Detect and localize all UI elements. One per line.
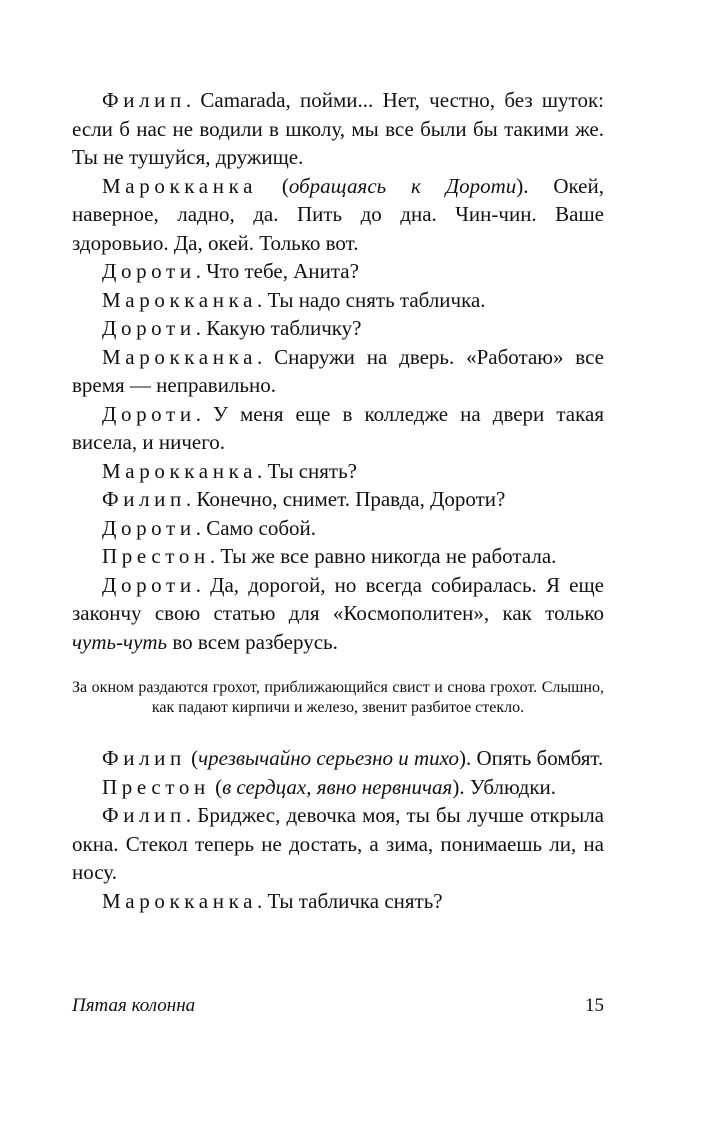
dialogue-line — [72, 314, 604, 343]
dialogue-block-2 — [72, 744, 604, 915]
paren-open: ( — [185, 746, 199, 770]
speaker-name: Дороти — [102, 572, 196, 597]
speaker-name: Дороти — [102, 515, 196, 540]
dialogue-block-1 — [72, 86, 604, 656]
speech-text: во всем разберусь. — [167, 629, 338, 654]
paren-open: ( — [257, 173, 289, 198]
speech-text: . Что тебе, Анита? — [195, 259, 359, 283]
speech-text: . Снаружи на дверь. «Работаю» все время — неправильно. — [72, 344, 604, 397]
speaker-name: Дороти — [102, 259, 196, 283]
speech-text: . Да, дорогой, но всегда собиралась. Я еще закончу свою статью для «Космополитен», как только — [72, 572, 604, 625]
speaker-name: Марокканка — [102, 888, 258, 913]
speech-text: . Ты надо снять табличка. — [257, 287, 486, 312]
speaker-name: Марокканка — [102, 287, 258, 312]
dialogue-line — [72, 571, 604, 657]
speech-text: ). Опять бомбят. — [458, 746, 604, 770]
speaker-name: Марокканка — [102, 173, 258, 198]
dialogue-line — [72, 542, 604, 571]
running-title: Пятая колонна — [72, 995, 196, 1016]
dialogue-line — [72, 773, 604, 802]
speaker-name: Дороти — [102, 401, 196, 426]
dialogue-line — [72, 457, 604, 486]
stage-remark: обращаясь к Дороти — [288, 173, 517, 198]
dialogue-line — [72, 485, 604, 514]
speech-text: . У меня еще в колледже на двери такая висела, и ничего. — [72, 401, 604, 454]
speaker-name: Филип — [102, 487, 186, 511]
dialogue-line — [72, 257, 604, 286]
speech-text: . Ты же все равно никогда не работала. — [209, 544, 557, 568]
speaker-name: Дороти — [102, 316, 196, 340]
dialogue-line — [72, 172, 604, 258]
speech-text: . Конечно, снимет. Правда, Дороти? — [185, 487, 506, 511]
page-body — [72, 86, 604, 915]
speech-text: . Какую табличку? — [195, 316, 362, 340]
paren-open: ( — [209, 774, 223, 799]
speaker-name: Престон — [102, 544, 210, 568]
speech-text: . Само собой. — [195, 515, 317, 540]
page-number: 15 — [585, 995, 604, 1016]
speaker-name: Филип — [102, 746, 186, 770]
speech-text: ). Ублюдки. — [452, 774, 557, 799]
dialogue-line — [72, 744, 604, 773]
speaker-name: Марокканка — [102, 458, 258, 483]
speaker-name: Марокканка — [102, 344, 258, 369]
dialogue-line — [72, 400, 604, 457]
speech-text: . Ты табличка снять? — [257, 888, 443, 913]
dialogue-line — [72, 86, 604, 172]
speaker-name: Престон — [102, 774, 210, 799]
speech-text: . Ты снять? — [257, 458, 357, 483]
emphasis-text: чуть-чуть — [72, 629, 168, 654]
dialogue-line — [72, 343, 604, 400]
dialogue-line — [72, 887, 604, 916]
stage-direction: За окном раздаются грохот, приближающийся свист и снова грохот. Слышно, как падают кирпичи и железо, звенит разбитое стекло. — [72, 679, 604, 716]
page-footer — [72, 995, 604, 1017]
dialogue-line — [72, 286, 604, 315]
dialogue-line — [72, 514, 604, 543]
speech-text: ). Окей, наверное, ладно, да. Пить до дна. Чин-чин. Ваше здоровьио. Да, окей. Только вот. — [72, 173, 604, 255]
dialogue-line — [72, 801, 604, 887]
speech-text: . Бриджес, девочка моя, ты бы лучше открыла окна. Стекол теперь не достать, а зима, понимаешь ли, на носу. — [72, 803, 604, 884]
speaker-name: Филип — [102, 803, 186, 827]
stage-remark: в сердцах, явно нервничая — [222, 774, 453, 799]
stage-remark: чрезвычайно серьезно и тихо — [198, 746, 459, 770]
speaker-name: Филип — [102, 88, 186, 112]
speech-text: . Camarada, пойми... Нет, честно, без шуток: если б нас не водили в школу, мы все были бы такими же. Ты не тушуйся, дружище. — [72, 88, 604, 169]
